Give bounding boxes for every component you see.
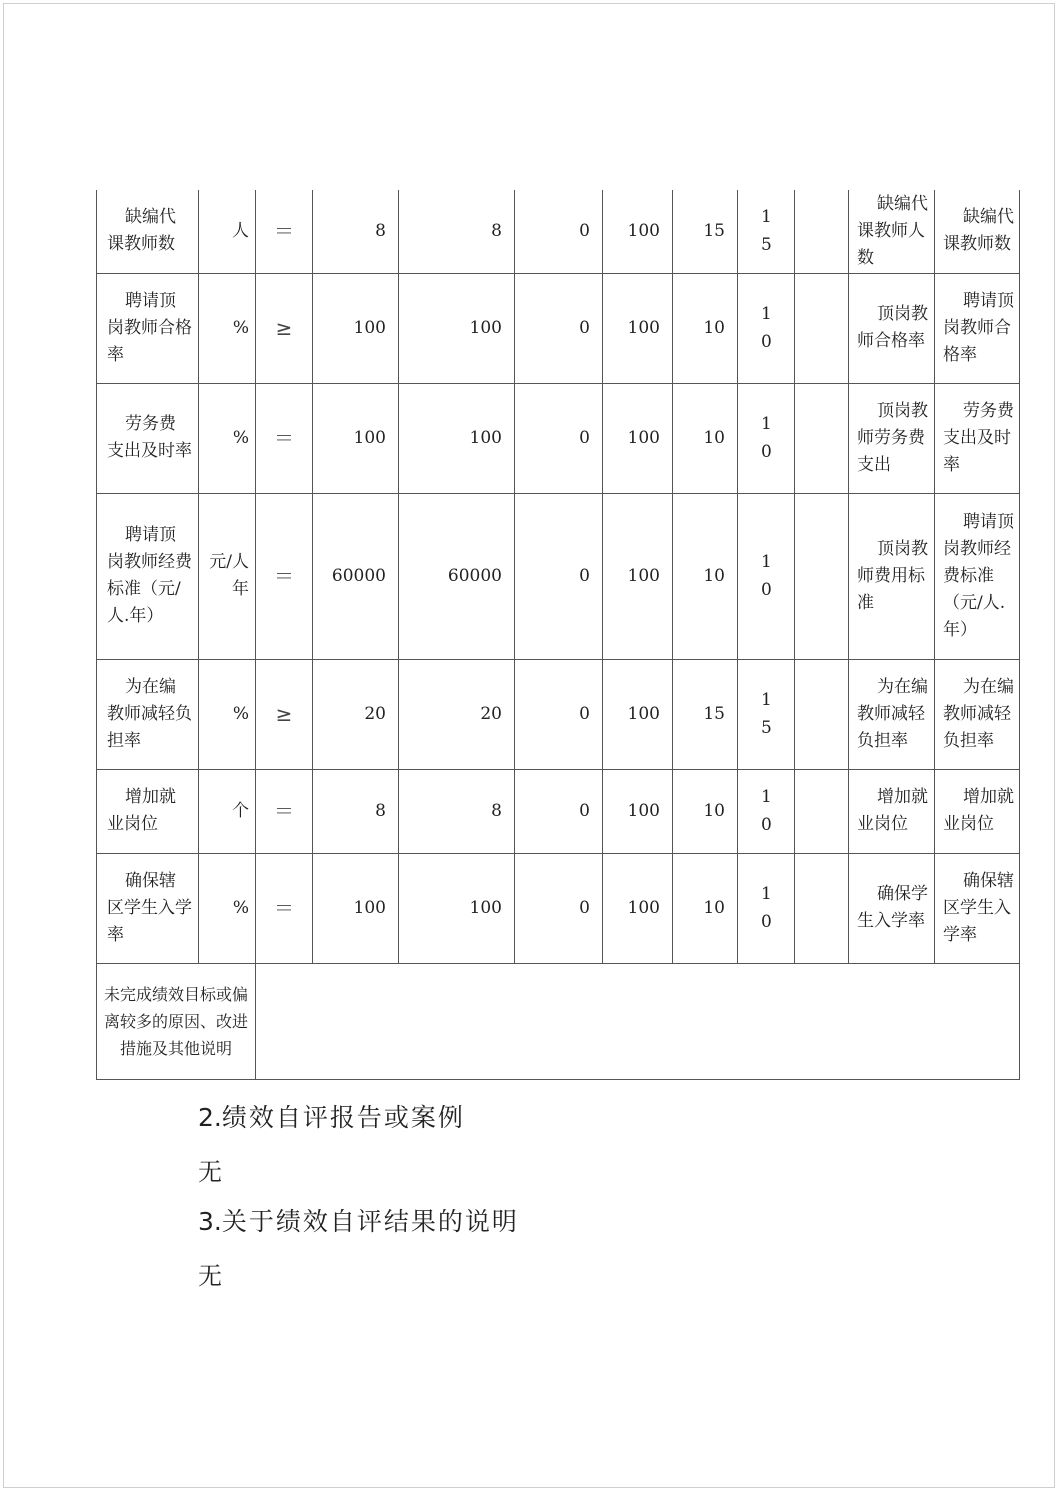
value-cell: 100: [603, 659, 673, 769]
remark-cell: 缺编代课教师人数: [849, 190, 935, 273]
value-cell: 0: [515, 383, 603, 493]
operator-cell: ＝: [256, 853, 313, 963]
score-text: 15: [761, 690, 772, 738]
blank-cell: [795, 190, 849, 273]
indicator-name-cell: 增加就业岗位: [97, 769, 199, 853]
actual-value-cell: 100: [399, 383, 515, 493]
performance-table: [96, 190, 1020, 1080]
score-text: 10: [761, 552, 772, 600]
value-cell: 100: [603, 769, 673, 853]
target-value-cell: 100: [313, 273, 399, 383]
score-cell: [738, 493, 795, 659]
operator-cell: ＝: [256, 383, 313, 493]
actual-value-cell: 8: [399, 769, 515, 853]
section-number: 3.: [198, 1207, 222, 1236]
table-row: [97, 493, 1020, 659]
value-cell: 0: [515, 659, 603, 769]
score-text: 10: [761, 884, 772, 932]
unit-cell: %: [199, 383, 256, 493]
section-title: 关于绩效自评结果的说明: [221, 1207, 519, 1236]
weight-cell: 10: [673, 853, 738, 963]
table-row: [97, 383, 1020, 493]
unit-cell: 人: [199, 190, 256, 273]
indicator-name-cell: 确保辖区学生入学率: [97, 853, 199, 963]
blank-cell: [795, 659, 849, 769]
table-row: [97, 190, 1020, 273]
value-cell: 100: [603, 383, 673, 493]
target-value-cell: 60000: [313, 493, 399, 659]
section-number: 2.: [198, 1103, 222, 1132]
operator-cell: ＝: [256, 493, 313, 659]
remark-cell: 确保辖区学生入学率: [935, 853, 1020, 963]
operator-cell: ＝: [256, 769, 313, 853]
value-cell: 0: [515, 273, 603, 383]
value-cell: 100: [603, 493, 673, 659]
remark-cell: 顶岗教师劳务费支出: [849, 383, 935, 493]
operator-cell: ≥: [256, 273, 313, 383]
target-value-cell: 100: [313, 383, 399, 493]
indicator-name-cell: 劳务费支出及时率: [97, 383, 199, 493]
score-text: 15: [761, 207, 772, 256]
score-cell: [738, 190, 795, 273]
actual-value-cell: 100: [399, 273, 515, 383]
section-heading: [198, 1202, 519, 1238]
section-title: 绩效自评报告或案例: [221, 1103, 465, 1132]
actual-value-cell: 100: [399, 853, 515, 963]
indicator-name-cell: 缺编代课教师数: [97, 190, 199, 273]
operator-cell: ≥: [256, 659, 313, 769]
table-row: [97, 273, 1020, 383]
indicator-name-cell: 为在编教师减轻负担率: [97, 659, 199, 769]
remark-cell: 聘请顶岗教师合格率: [935, 273, 1020, 383]
score-text: 10: [761, 304, 772, 352]
value-cell: 0: [515, 493, 603, 659]
score-cell: [738, 383, 795, 493]
table-row: [97, 769, 1020, 853]
remark-cell: 增加就业岗位: [935, 769, 1020, 853]
operator-cell: ＝: [256, 190, 313, 273]
actual-value-cell: 20: [399, 659, 515, 769]
table-row: [97, 853, 1020, 963]
target-value-cell: 100: [313, 853, 399, 963]
score-cell: [738, 853, 795, 963]
value-cell: 0: [515, 769, 603, 853]
value-cell: 100: [603, 853, 673, 963]
score-text: 10: [761, 787, 772, 835]
weight-cell: 15: [673, 190, 738, 273]
target-value-cell: 8: [313, 190, 399, 273]
blank-cell: [795, 273, 849, 383]
indicator-name-cell: 聘请顶岗教师合格率: [97, 273, 199, 383]
unit-cell: %: [199, 273, 256, 383]
remark-cell: 为在编教师减轻负担率: [849, 659, 935, 769]
value-cell: 0: [515, 853, 603, 963]
blank-cell: [795, 383, 849, 493]
remark-cell: 顶岗教师合格率: [849, 273, 935, 383]
remark-cell: 劳务费支出及时率: [935, 383, 1020, 493]
blank-cell: [795, 853, 849, 963]
remark-cell: 增加就业岗位: [849, 769, 935, 853]
target-value-cell: 20: [313, 659, 399, 769]
indicator-name-cell: 聘请顶岗教师经费标准（元/人.年）: [97, 493, 199, 659]
remark-cell: 缺编代课教师数: [935, 190, 1020, 273]
remark-cell: 聘请顶岗教师经费标准（元/人.年）: [935, 493, 1020, 659]
unit-cell: 个: [199, 769, 256, 853]
actual-value-cell: 8: [399, 190, 515, 273]
table-row: [97, 659, 1020, 769]
actual-value-cell: 60000: [399, 493, 515, 659]
value-cell: 100: [603, 273, 673, 383]
score-cell: [738, 769, 795, 853]
blank-cell: [795, 769, 849, 853]
section-content: 无: [198, 1158, 222, 1186]
section-content: 无: [198, 1262, 222, 1290]
weight-cell: 15: [673, 659, 738, 769]
score-cell: [738, 659, 795, 769]
unit-cell: %: [199, 659, 256, 769]
table-body: [97, 190, 1020, 1079]
remark-cell: 顶岗教师费用标准: [849, 493, 935, 659]
note-content-cell: [256, 963, 1020, 1079]
value-cell: 0: [515, 190, 603, 273]
score-text: 10: [761, 414, 772, 462]
weight-cell: 10: [673, 769, 738, 853]
score-cell: [738, 273, 795, 383]
blank-cell: [795, 493, 849, 659]
value-cell: 100: [603, 190, 673, 273]
unit-cell: %: [199, 853, 256, 963]
weight-cell: 10: [673, 493, 738, 659]
remark-cell: 确保学生入学率: [849, 853, 935, 963]
note-row: [97, 963, 1020, 1079]
weight-cell: 10: [673, 273, 738, 383]
remark-cell: 为在编教师减轻负担率: [935, 659, 1020, 769]
unit-cell: 元/人年: [199, 493, 256, 659]
target-value-cell: 8: [313, 769, 399, 853]
weight-cell: 10: [673, 383, 738, 493]
section-heading: [198, 1098, 465, 1134]
note-label-cell: 未完成绩效目标或偏离较多的原因、改进措施及其他说明: [97, 963, 256, 1079]
